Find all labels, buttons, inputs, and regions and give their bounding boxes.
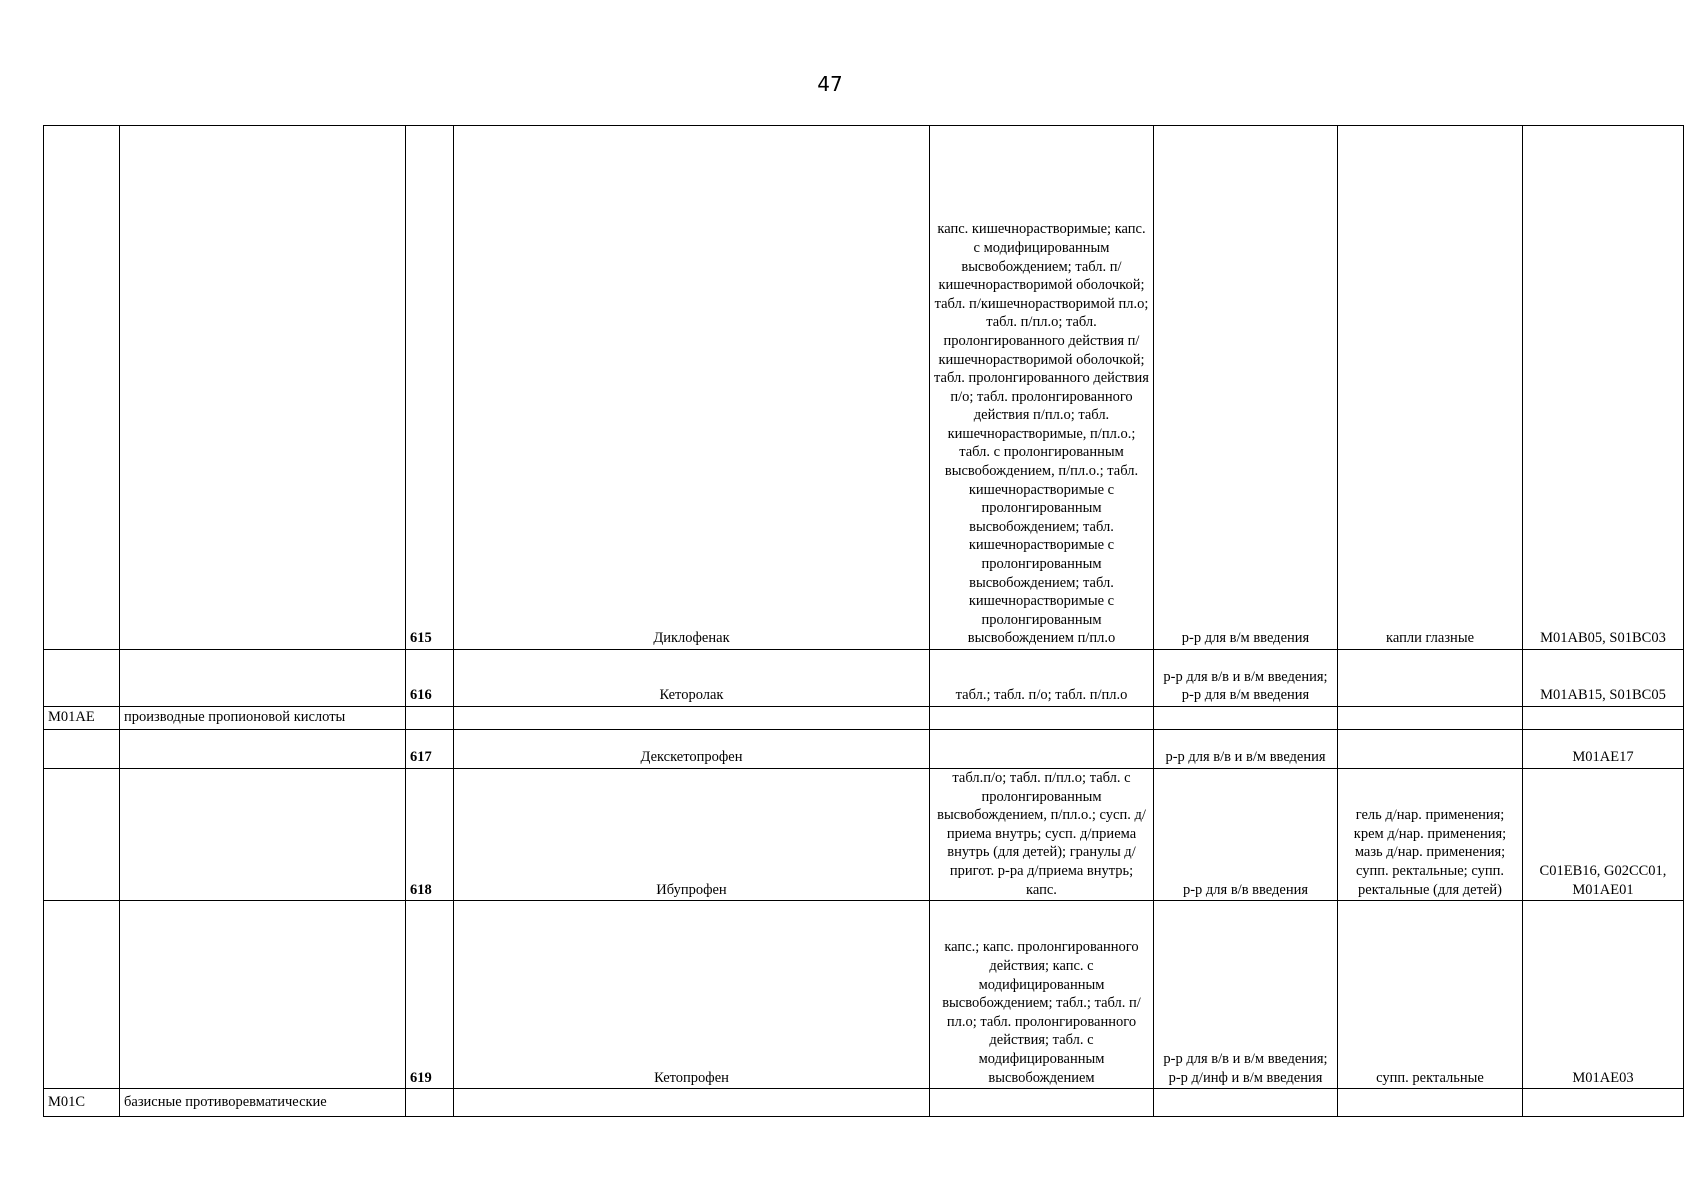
group-name-cell: производные пропионовой кислоты: [120, 707, 406, 730]
item-number-cell: [406, 1089, 454, 1117]
drug-name-cell: Декскетопрофен: [454, 730, 930, 769]
item-number-cell: [406, 707, 454, 730]
item-number-cell: 618: [406, 769, 454, 901]
table-row: [44, 650, 1684, 707]
oral-forms-cell: [930, 707, 1154, 730]
other-forms-cell: гель д/нар. применения; крем д/нар. применения; мазь д/нар. применения; супп. ректальные; супп. ректальные (для детей): [1338, 769, 1523, 901]
other-forms-cell: [1338, 1089, 1523, 1117]
table-row: [44, 901, 1684, 1089]
group-row: [44, 1089, 1684, 1117]
drug-name-cell: Кетопрофен: [454, 901, 930, 1089]
atc-codes-cell: M01AB05, S01BC03: [1523, 126, 1684, 650]
atc-code-cell: M01AE: [44, 707, 120, 730]
injection-forms-cell: р-р для в/в и в/м введения; р-р д/инф и в/м введения: [1154, 901, 1338, 1089]
atc-codes-cell: M01AE03: [1523, 901, 1684, 1089]
oral-forms-cell: табл.; табл. п/о; табл. п/пл.о: [930, 650, 1154, 707]
injection-forms-cell: р-р для в/в введения: [1154, 769, 1338, 901]
group-name-cell: [120, 769, 406, 901]
group-name-cell: [120, 730, 406, 769]
drug-name-cell: Кеторолак: [454, 650, 930, 707]
other-forms-cell: [1338, 707, 1523, 730]
injection-forms-cell: р-р для в/м введения: [1154, 126, 1338, 650]
atc-code-cell: [44, 769, 120, 901]
drug-name-cell: Диклофенак: [454, 126, 930, 650]
atc-code-cell: [44, 730, 120, 769]
atc-code-cell: [44, 126, 120, 650]
other-forms-cell: капли глазные: [1338, 126, 1523, 650]
atc-code-cell: [44, 901, 120, 1089]
group-name-cell: [120, 650, 406, 707]
injection-forms-cell: [1154, 1089, 1338, 1117]
oral-forms-cell: капс.; капс. пролонгированного действия; капс. с модифицированным высвобождением; табл.; табл. п/пл.о; табл. пролонгированного действия; табл. с модифицированным высвобождением: [930, 901, 1154, 1089]
group-name-cell: базисные противоревматические: [120, 1089, 406, 1117]
oral-forms-cell: [930, 1089, 1154, 1117]
item-number-cell: 615: [406, 126, 454, 650]
drug-name-cell: Ибупрофен: [454, 769, 930, 901]
table-row: [44, 769, 1684, 901]
group-name-cell: [120, 901, 406, 1089]
atc-codes-cell: M01AE17: [1523, 730, 1684, 769]
oral-forms-cell: [930, 730, 1154, 769]
group-name-cell: [120, 126, 406, 650]
other-forms-cell: [1338, 650, 1523, 707]
atc-codes-cell: [1523, 707, 1684, 730]
other-forms-cell: [1338, 730, 1523, 769]
table-row: [44, 126, 1684, 650]
atc-codes-cell: C01EB16, G02CC01, M01AE01: [1523, 769, 1684, 901]
page-number: 47: [817, 72, 843, 96]
oral-forms-cell: капс. кишечнорастворимые; капс. с модифицированным высвобождением; табл. п/кишечнорастворимой оболочкой; табл. п/кишечнорастворимой пл.о; табл. п/пл.о; табл. пролонгированного действия п/кишечнорастворимой оболочкой; табл. пролонгированного действия п/о; табл. пролонгированного действия п/пл.о; табл. кишечнорастворимые, п/пл.о.; табл. с пролонгированным высвобождением, п/пл.о.; табл. кишечнорастворимые с пролонгированным высвобождением; табл. кишечнорастворимые с пролонгированным высвобождением; табл. кишечнорастворимые с пролонгированным высвобождением п/пл.о: [930, 126, 1154, 650]
atc-codes-cell: M01AB15, S01BC05: [1523, 650, 1684, 707]
atc-codes-cell: [1523, 1089, 1684, 1117]
group-row: [44, 707, 1684, 730]
other-forms-cell: супп. ректальные: [1338, 901, 1523, 1089]
oral-forms-cell: табл.п/о; табл. п/пл.о; табл. с пролонгированным высвобождением, п/пл.о.; сусп. д/приема внутрь; сусп. д/приема внутрь (для детей); гранулы д/пригот. р-ра д/приема внутрь; капс.: [930, 769, 1154, 901]
atc-code-cell: [44, 650, 120, 707]
table-row: [44, 730, 1684, 769]
item-number-cell: 616: [406, 650, 454, 707]
drug-name-cell: [454, 1089, 930, 1117]
item-number-cell: 617: [406, 730, 454, 769]
drug-name-cell: [454, 707, 930, 730]
injection-forms-cell: р-р для в/в и в/м введения; р-р для в/м введения: [1154, 650, 1338, 707]
injection-forms-cell: р-р для в/в и в/м введения: [1154, 730, 1338, 769]
item-number-cell: 619: [406, 901, 454, 1089]
atc-code-cell: M01C: [44, 1089, 120, 1117]
drug-table: [43, 125, 1684, 1117]
injection-forms-cell: [1154, 707, 1338, 730]
